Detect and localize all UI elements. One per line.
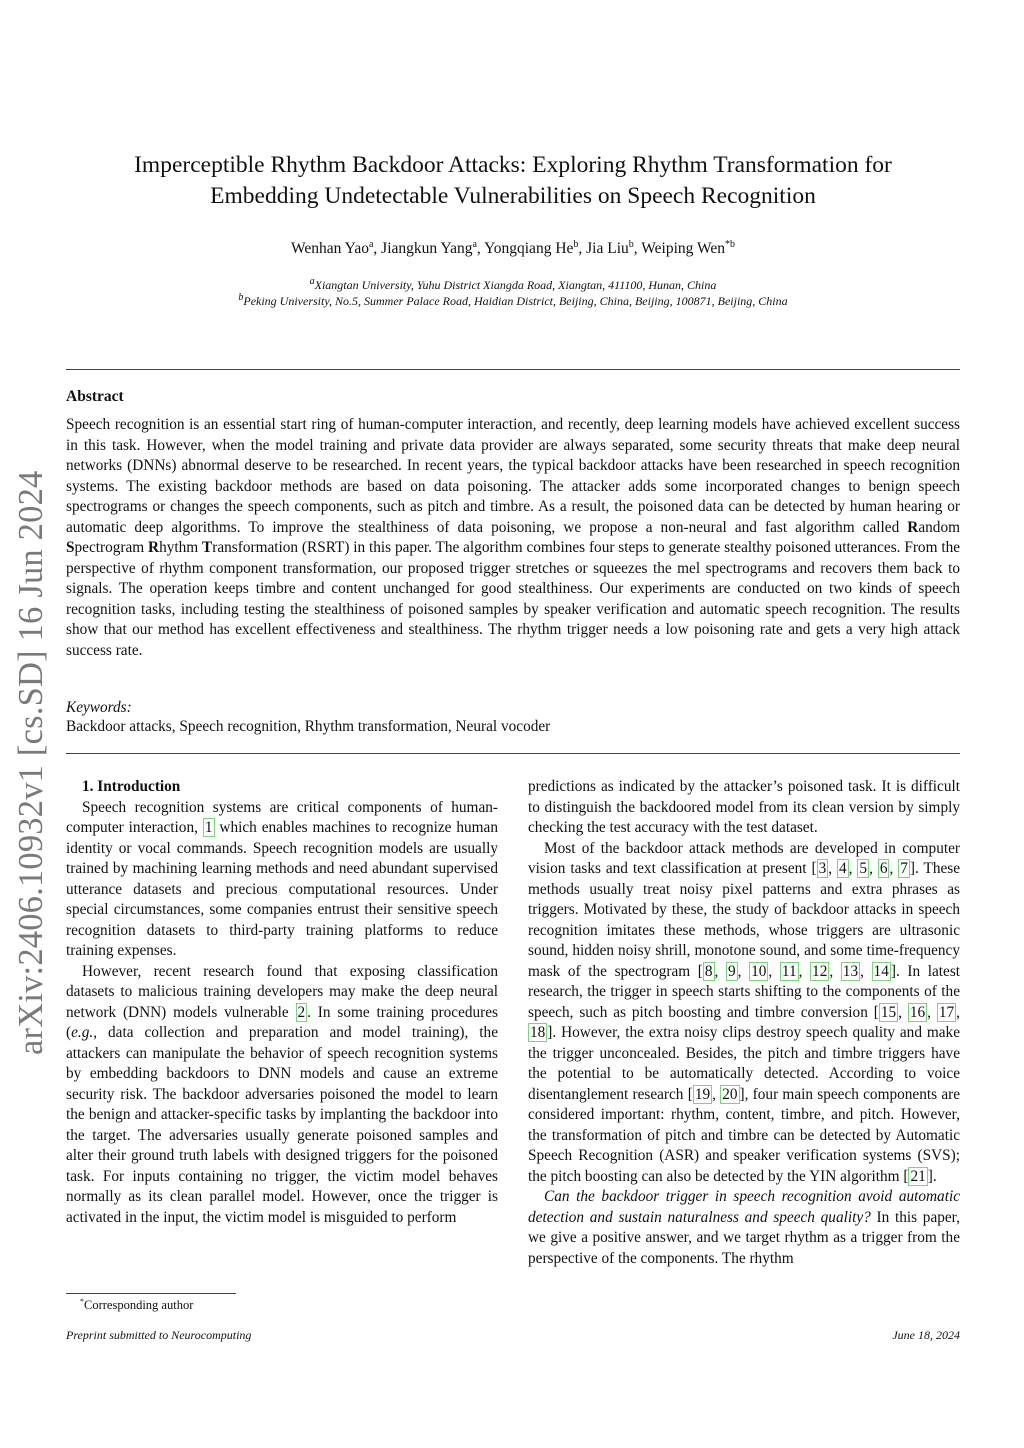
left-column [66,777,498,1228]
abstract-heading: Abstract [66,388,124,405]
intro-paragraph-1: Speech recognition systems are critical components of human-computer interaction, 1 which enables machines to recognize human identity or vocal commands. Speech recognition models are usually trained by machining learning methods and need abundant supervised utterance datasets and precious computational resources. Under special circumstances, some companies entrust their sensitive speech recognition datasets to third-party training platforms to reduce training expenses. [66,798,498,959]
citation-link[interactable]: 8 [704,962,713,980]
intro-paragraph-2: However, recent research found that exposing classification datasets to malicious training developers may make the deep neural network (DNN) models vulnerable 2 . In some training procedures (e.g., data collection and preparation and model training), the attackers can manipulate the behavior of speech recognition systems by embedding backdoors to DNN models and cause an extreme security risk. The backdoor adversaries poisoned the model to learn the benign and attacker-specific tasks by implanting the backdoor into the target. The adversaries usually generate poisoned samples and alter their ground truth labels with designed triggers for the poisoned task. For inputs containing no trigger, the victim model behaves normally as its clean parallel model. However, once the trigger is activated in the input, the victim model is misguided to perform [66,962,498,1226]
citation-link[interactable]: 4 [838,860,847,877]
arxiv-identifier-stamp: arXiv:2406.10932v1 [cs.SD] 16 Jun 2024 [12,470,50,1055]
citation-link[interactable]: 1 [204,819,213,836]
citation-link[interactable]: 11 [781,962,797,980]
acronym-initial: T [202,539,213,557]
citation-link[interactable]: 20 [722,1085,738,1103]
affiliation-a-mark: a [309,276,315,287]
footnote-divider [66,1293,236,1294]
abstract-part-1: Speech recognition is an essential start ring of human-computer interaction, and recently, deep learning models have achieved excellent success in this task. However, when the model training and private data provider are always separated, some security threats that make deep neural networks (DNNs) abnormal deserve to be researched. In recent years, the typical backdoor attacks have been researched in speech recognition systems. The existing backdoor methods are based on data poisoning. The attacker adds some incorporated changes to benign speech spectrograms or changes the speech components, such as pitch and timbre. As a result, the poisoned data can be detected by human hearing or automatic deep algorithms. To improve the stealthiness of data poisoning, we propose a non-neural and fast algorithm called [66,416,960,536]
author-affiliation-mark: a [368,239,374,250]
footer-date: June 18, 2024 [892,1328,960,1342]
citation-link[interactable]: 12 [812,962,828,980]
footnote-text: Corresponding author [84,1298,194,1313]
citation-link[interactable]: 3 [818,860,827,877]
citation-link[interactable]: 13 [842,962,859,980]
paper-title [66,150,960,212]
title-line-1: Imperceptible Rhythm Backdoor Attacks: Exploring Rhythm Transformation for [134,152,892,178]
section-heading-introduction: 1. Introduction [82,778,181,795]
affiliation-a-text: Xiangtan University, Yuhu District Xiangda Road, Xiangtan, 411100, Hunan, China [314,278,717,292]
citation-link[interactable]: 9 [728,962,736,980]
intro-paragraph-3: Most of the backdoor attack methods are developed in computer vision tasks and text classification at present [ 3 , 4 , 5 , 6 , 7 ]. These methods usually treat noisy pixel patterns and extra phrases as triggers. Motivated by these, the study of backdoor attacks in speech recognition imitates these methods, whose triggers are ultrasonic sound, hidden noisy shrill, monotone sound, and some time-frequency mask of the spectrogram [ 8 , 9 , 10 , 11 , 12 , 13 , 14 ]. In latest research, the trigger in speech starts shifting to the components of the speech, such as pitch boosting and timbre conversion [ 15 , 16 , 17 , 18 ]. However, the extra noisy clips destroy speech quality and make the trigger unconcealed. Besides, the pitch and timbre triggers have the potential to be automatically detected. According to voice disentanglement research [ 19 , 20 ], four main speech components are considered important: rhythm, content, timbre, and pitch. However, the transformation of pitch and timbre can be detected by Automatic Speech Recognition (ASR) and speaker verification systems (SVS); the pitch boosting can also be detected by the YIN algorithm [ 21 ]. [528,839,961,1185]
citation-link[interactable]: 21 [910,1167,926,1185]
intro-paragraph-2-continued: predictions as indicated by the attacker’s poisoned task. It is difficult to distinguish the backdoored model from its clean version by simply checking the test accuracy with the test dataset. [528,778,960,836]
intro-paragraph-4: Can the backdoor trigger in speech recognition avoid automatic detection and sustain naturalness and speech quality? In this paper, we give a positive answer, and we target rhythm as a trigger from the perspective of the components. The rhythm [528,1188,960,1267]
citation-link[interactable]: 6 [879,860,888,877]
author-affiliation-mark: b [628,239,634,250]
footnote [80,1297,193,1313]
abstract-body [66,415,960,662]
citation-link[interactable]: 16 [909,1003,926,1021]
citation-link[interactable]: 14 [873,962,889,980]
citation-link[interactable]: 2 [297,1003,306,1021]
author-name: Yongqiang He [484,240,574,258]
citation-link[interactable]: 7 [900,860,908,877]
author-list: Wenhan Yao$^a$, Jiangkun Yang$^a$, Yongqiang He$^b$, Jia Liu$^b$, Weiping Wen$^{*b}$ [290,239,735,258]
footnote-mark: * [80,1297,84,1306]
abstract-divider [66,753,960,754]
affiliation-a [66,276,960,293]
emphasis-text: e.g. [71,1024,94,1041]
footer-preprint-note: Preprint submitted to Neurocomputing [66,1328,252,1342]
author-name: Wenhan Yao [290,240,369,258]
affiliation-b [66,292,960,309]
author-affiliation-mark: b [573,239,579,250]
acronym-initial: R [148,539,160,557]
top-divider [66,369,960,370]
title-line-2: Embedding Undetectable Vulnerabilities on Speech Recognition [210,183,816,209]
right-column [528,777,960,1269]
citation-link[interactable]: 17 [938,1003,955,1021]
keywords-text: Backdoor attacks, Speech recognition, Rhythm transformation, Neural vocoder [66,718,551,735]
citation-link[interactable]: 10 [751,962,767,980]
citation-link[interactable]: 18 [530,1024,546,1041]
abstract-acronym: Random Spectrogram Rhythm Transformation [66,518,960,557]
abstract-part-2: (RSRT) in this paper. The algorithm combines four steps to generate stealthy poisoned utterances. From the perspective of rhythm component transformation, our proposed trigger stretches or squeezes the mel spectrograms and recovers them back to signals. The operation keeps timbre and content unchanged for good stealthiness. Our experiments are conducted on two kinds of speech recognition tasks, including testing the stealthiness of poisoned samples by speaker verification and automatic speech recognition. The results show that our method has excellent effectiveness and stealthiness. The rhythm trigger needs a low poisoning rate and gets a very high attack success rate. [66,539,961,660]
acronym-initial: R [907,518,919,536]
author-affiliation-mark: a [472,239,477,250]
affiliation-b-text: Peking University, No.5, Summer Palace Road, Haidian District, Beijing, China, Beijing, 100871, Beijing, China [243,294,788,308]
emphasis-text: Can the backdoor trigger in speech recognition avoid automatic detection and sustain naturalness and speech quality? [528,1188,960,1226]
author-affiliation-mark: *b [725,239,735,250]
author-name: Jia Liu [586,240,629,258]
author-name: Weiping Wen [641,240,725,258]
author-name: Jiangkun Yang [381,240,473,258]
citation-link[interactable]: 5 [859,860,868,877]
acronym-initial: S [66,539,75,557]
citation-link[interactable]: 19 [694,1085,711,1103]
citation-link[interactable]: 15 [880,1003,897,1021]
affiliation-b-mark: b [238,292,244,303]
keywords-heading: Keywords: [66,699,132,716]
